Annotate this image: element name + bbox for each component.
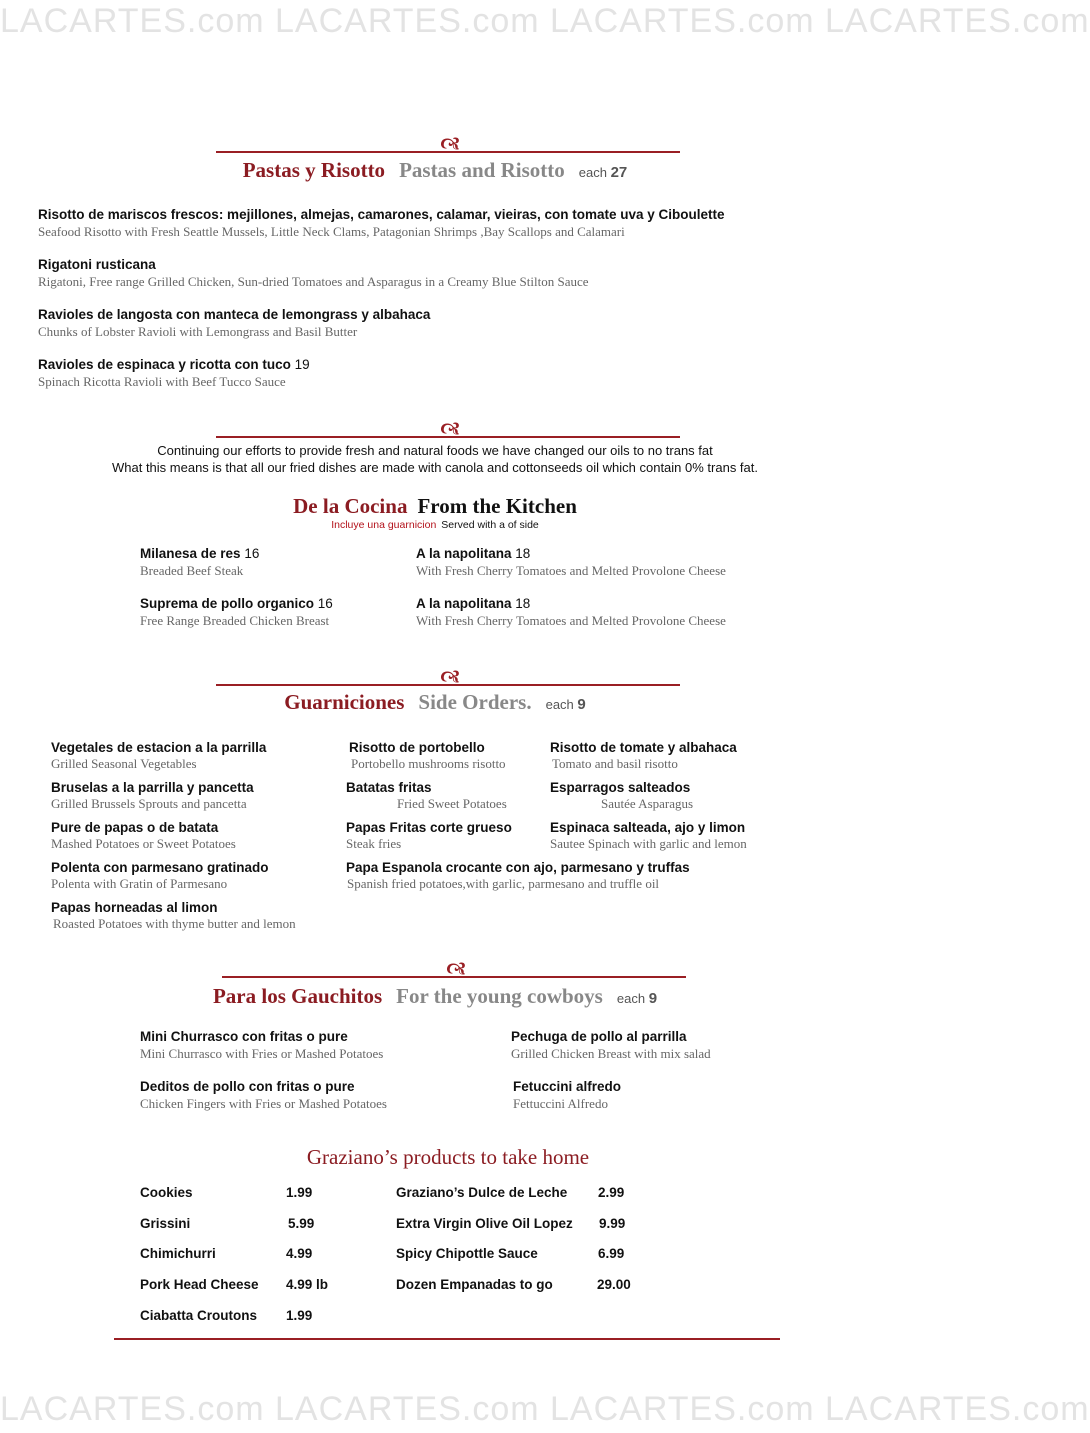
title-es: Pastas y Risotto — [242, 158, 386, 182]
title-en: From the Kitchen — [417, 494, 577, 518]
side-name: Espinaca salteada, ajo y limon — [550, 820, 746, 835]
section-title: Graziano’s products to take home — [306, 1145, 590, 1169]
side-name: Batatas fritas — [346, 780, 432, 795]
title-en: Pastas and Risotto — [399, 158, 565, 182]
dish-desc: Free Range Breaded Chicken Breast — [140, 613, 330, 628]
swirl-icon: 🙧 — [440, 133, 461, 155]
side-desc: Sautée Asparagus — [601, 796, 694, 811]
side-desc: Fried Sweet Potatoes — [397, 796, 507, 811]
side-name: Risotto de portobello — [349, 740, 485, 755]
dish-desc: Chunks of Lobster Ravioli with Lemongrass and Basil Butter — [38, 324, 358, 339]
dish-price: 16 — [244, 546, 260, 561]
product-price: 6.99 — [598, 1246, 625, 1261]
kids-dish-desc: Chicken Fingers with Fries or Mashed Potatoes — [140, 1096, 387, 1111]
title-en: Side Orders. — [418, 690, 532, 714]
dish-desc: With Fresh Cherry Tomatoes and Melted Provolone Cheese — [416, 563, 726, 578]
watermark-bottom: LACARTES.com LACARTES.com LACARTES.com LACARTES.com — [0, 1390, 1090, 1428]
section-title — [0, 690, 870, 715]
dish-name: A la napolitana 18 — [416, 596, 531, 611]
product-price: 4.99 lb — [286, 1277, 329, 1292]
swirl-icon: 🙧 — [440, 418, 461, 440]
product-price: 2.99 — [598, 1185, 625, 1200]
section-subtitle: Incluye una guarnicion Served with a of side — [331, 519, 539, 531]
product-name: Pork Head Cheese — [140, 1277, 259, 1292]
side-desc: Spanish fried potatoes,with garlic, parmesano and truffle oil — [347, 876, 660, 891]
side-desc: Sautee Spinach with garlic and lemon — [550, 836, 747, 851]
kids-dish-desc: Grilled Chicken Breast with mix salad — [511, 1046, 711, 1061]
swirl-icon: 🙧 — [446, 958, 467, 980]
side-name: Vegetales de estacion a la parrilla — [51, 740, 267, 755]
dish-price: 16 — [317, 596, 333, 611]
side-desc: Mashed Potatoes or Sweet Potatoes — [51, 836, 236, 851]
dish-name: Rigatoni rusticana — [38, 257, 156, 272]
title-es: De la Cocina — [293, 494, 408, 518]
each-price-label: each 9 — [545, 696, 586, 713]
dish-desc: Seafood Risotto with Fresh Seattle Mussels, Little Neck Clams, Patagonian Shrimps ,Bay Scallops and Calamari — [38, 224, 625, 239]
side-desc: Tomato and basil risotto — [552, 756, 678, 771]
dish-name: Suprema de pollo organico 16 — [140, 596, 333, 611]
product-price: 5.99 — [288, 1216, 315, 1231]
product-price: 1.99 — [286, 1308, 313, 1323]
kids-dish-desc: Mini Churrasco with Fries or Mashed Potatoes — [140, 1046, 384, 1061]
product-name: Cookies — [140, 1185, 193, 1200]
dish-name: Milanesa de res 16 — [140, 546, 260, 561]
side-name: Esparragos salteados — [550, 780, 691, 795]
product-name: Extra Virgin Olive Oil Lopez — [396, 1216, 573, 1231]
watermark-top: LACARTES.com LACARTES.com LACARTES.com LACARTES.com — [0, 2, 1090, 40]
side-name: Papa Espanola crocante con ajo, parmesano y truffas — [346, 860, 690, 875]
title-es: Guarniciones — [284, 690, 405, 714]
kids-dish-name: Deditos de pollo con fritas o pure — [140, 1079, 355, 1094]
product-price: 1.99 — [286, 1185, 313, 1200]
side-name: Pure de papas o de batata — [51, 820, 219, 835]
swirl-icon: 🙧 — [440, 666, 461, 688]
oil-note-line: Continuing our efforts to provide fresh and natural foods we have changed our oils to no trans fat — [157, 443, 713, 458]
side-name: Papas horneadas al limon — [51, 900, 218, 915]
section-title — [0, 158, 870, 183]
bottom-divider — [114, 1338, 780, 1340]
kids-dish-name: Mini Churrasco con fritas o pure — [140, 1029, 348, 1044]
dish-name: Ravioles de langosta con manteca de lemongrass y albahaca — [38, 307, 431, 322]
product-name: Spicy Chipottle Sauce — [396, 1246, 538, 1261]
product-name: Ciabatta Croutons — [140, 1308, 258, 1323]
side-name: Bruselas a la parrilla y pancetta — [51, 780, 254, 795]
product-price: 9.99 — [599, 1216, 626, 1231]
product-name: Dozen Empanadas to go — [396, 1277, 553, 1292]
dish-price: 18 — [515, 596, 531, 611]
kids-dish-desc: Fettuccini Alfredo — [513, 1096, 608, 1111]
dish-name: Risotto de mariscos frescos: mejillones, almejas, camarones, calamar, vieiras, con tomate uva y Ciboulette — [38, 207, 725, 222]
side-desc: Grilled Seasonal Vegetables — [51, 756, 197, 771]
dish-desc: With Fresh Cherry Tomatoes and Melted Provolone Cheese — [416, 613, 726, 628]
section-title — [0, 494, 870, 519]
dish-price: 18 — [515, 546, 531, 561]
each-price-label: each 27 — [578, 164, 628, 181]
product-name: Grissini — [140, 1216, 191, 1231]
section-title — [0, 984, 870, 1009]
side-name: Polenta con parmesano gratinado — [51, 860, 269, 875]
side-desc: Steak fries — [346, 836, 402, 851]
dish-name: A la napolitana 18 — [416, 546, 531, 561]
dish-desc: Spinach Ricotta Ravioli with Beef Tucco Sauce — [38, 374, 286, 389]
side-desc: Portobello mushrooms risotto — [351, 756, 506, 771]
side-name: Risotto de tomate y albahaca — [550, 740, 737, 755]
each-price-label: each 9 — [616, 990, 658, 1007]
title-en: For the young cowboys — [396, 984, 603, 1008]
oil-note-line: What this means is that all our fried dishes are made with canola and cottonseeds oil which contain 0% trans fat. — [111, 460, 758, 475]
side-desc: Polenta with Gratin of Parmesano — [51, 876, 228, 891]
product-price: 4.99 — [286, 1246, 313, 1261]
dish-desc: Breaded Beef Steak — [140, 563, 244, 578]
side-desc: Roasted Potatoes with thyme butter and lemon — [53, 916, 296, 931]
kids-dish-name: Fetuccini alfredo — [513, 1079, 622, 1094]
product-name: Graziano’s Dulce de Leche — [396, 1185, 568, 1200]
dish-price: 19 — [294, 357, 310, 372]
title-es: Para los Gauchitos — [212, 984, 383, 1008]
product-name: Chimichurri — [140, 1246, 216, 1261]
kids-dish-name: Pechuga de pollo al parrilla — [511, 1029, 687, 1044]
dish-desc: Rigatoni, Free range Grilled Chicken, Sun-dried Tomatoes and Asparagus in a Creamy Blue Stilton Sauce — [38, 274, 589, 289]
side-desc: Grilled Brussels Sprouts and pancetta — [51, 796, 247, 811]
product-price: 29.00 — [597, 1277, 631, 1292]
side-name: Papas Fritas corte grueso — [346, 820, 512, 835]
dish-name: Ravioles de espinaca y ricotta con tuco 19 — [38, 357, 310, 372]
